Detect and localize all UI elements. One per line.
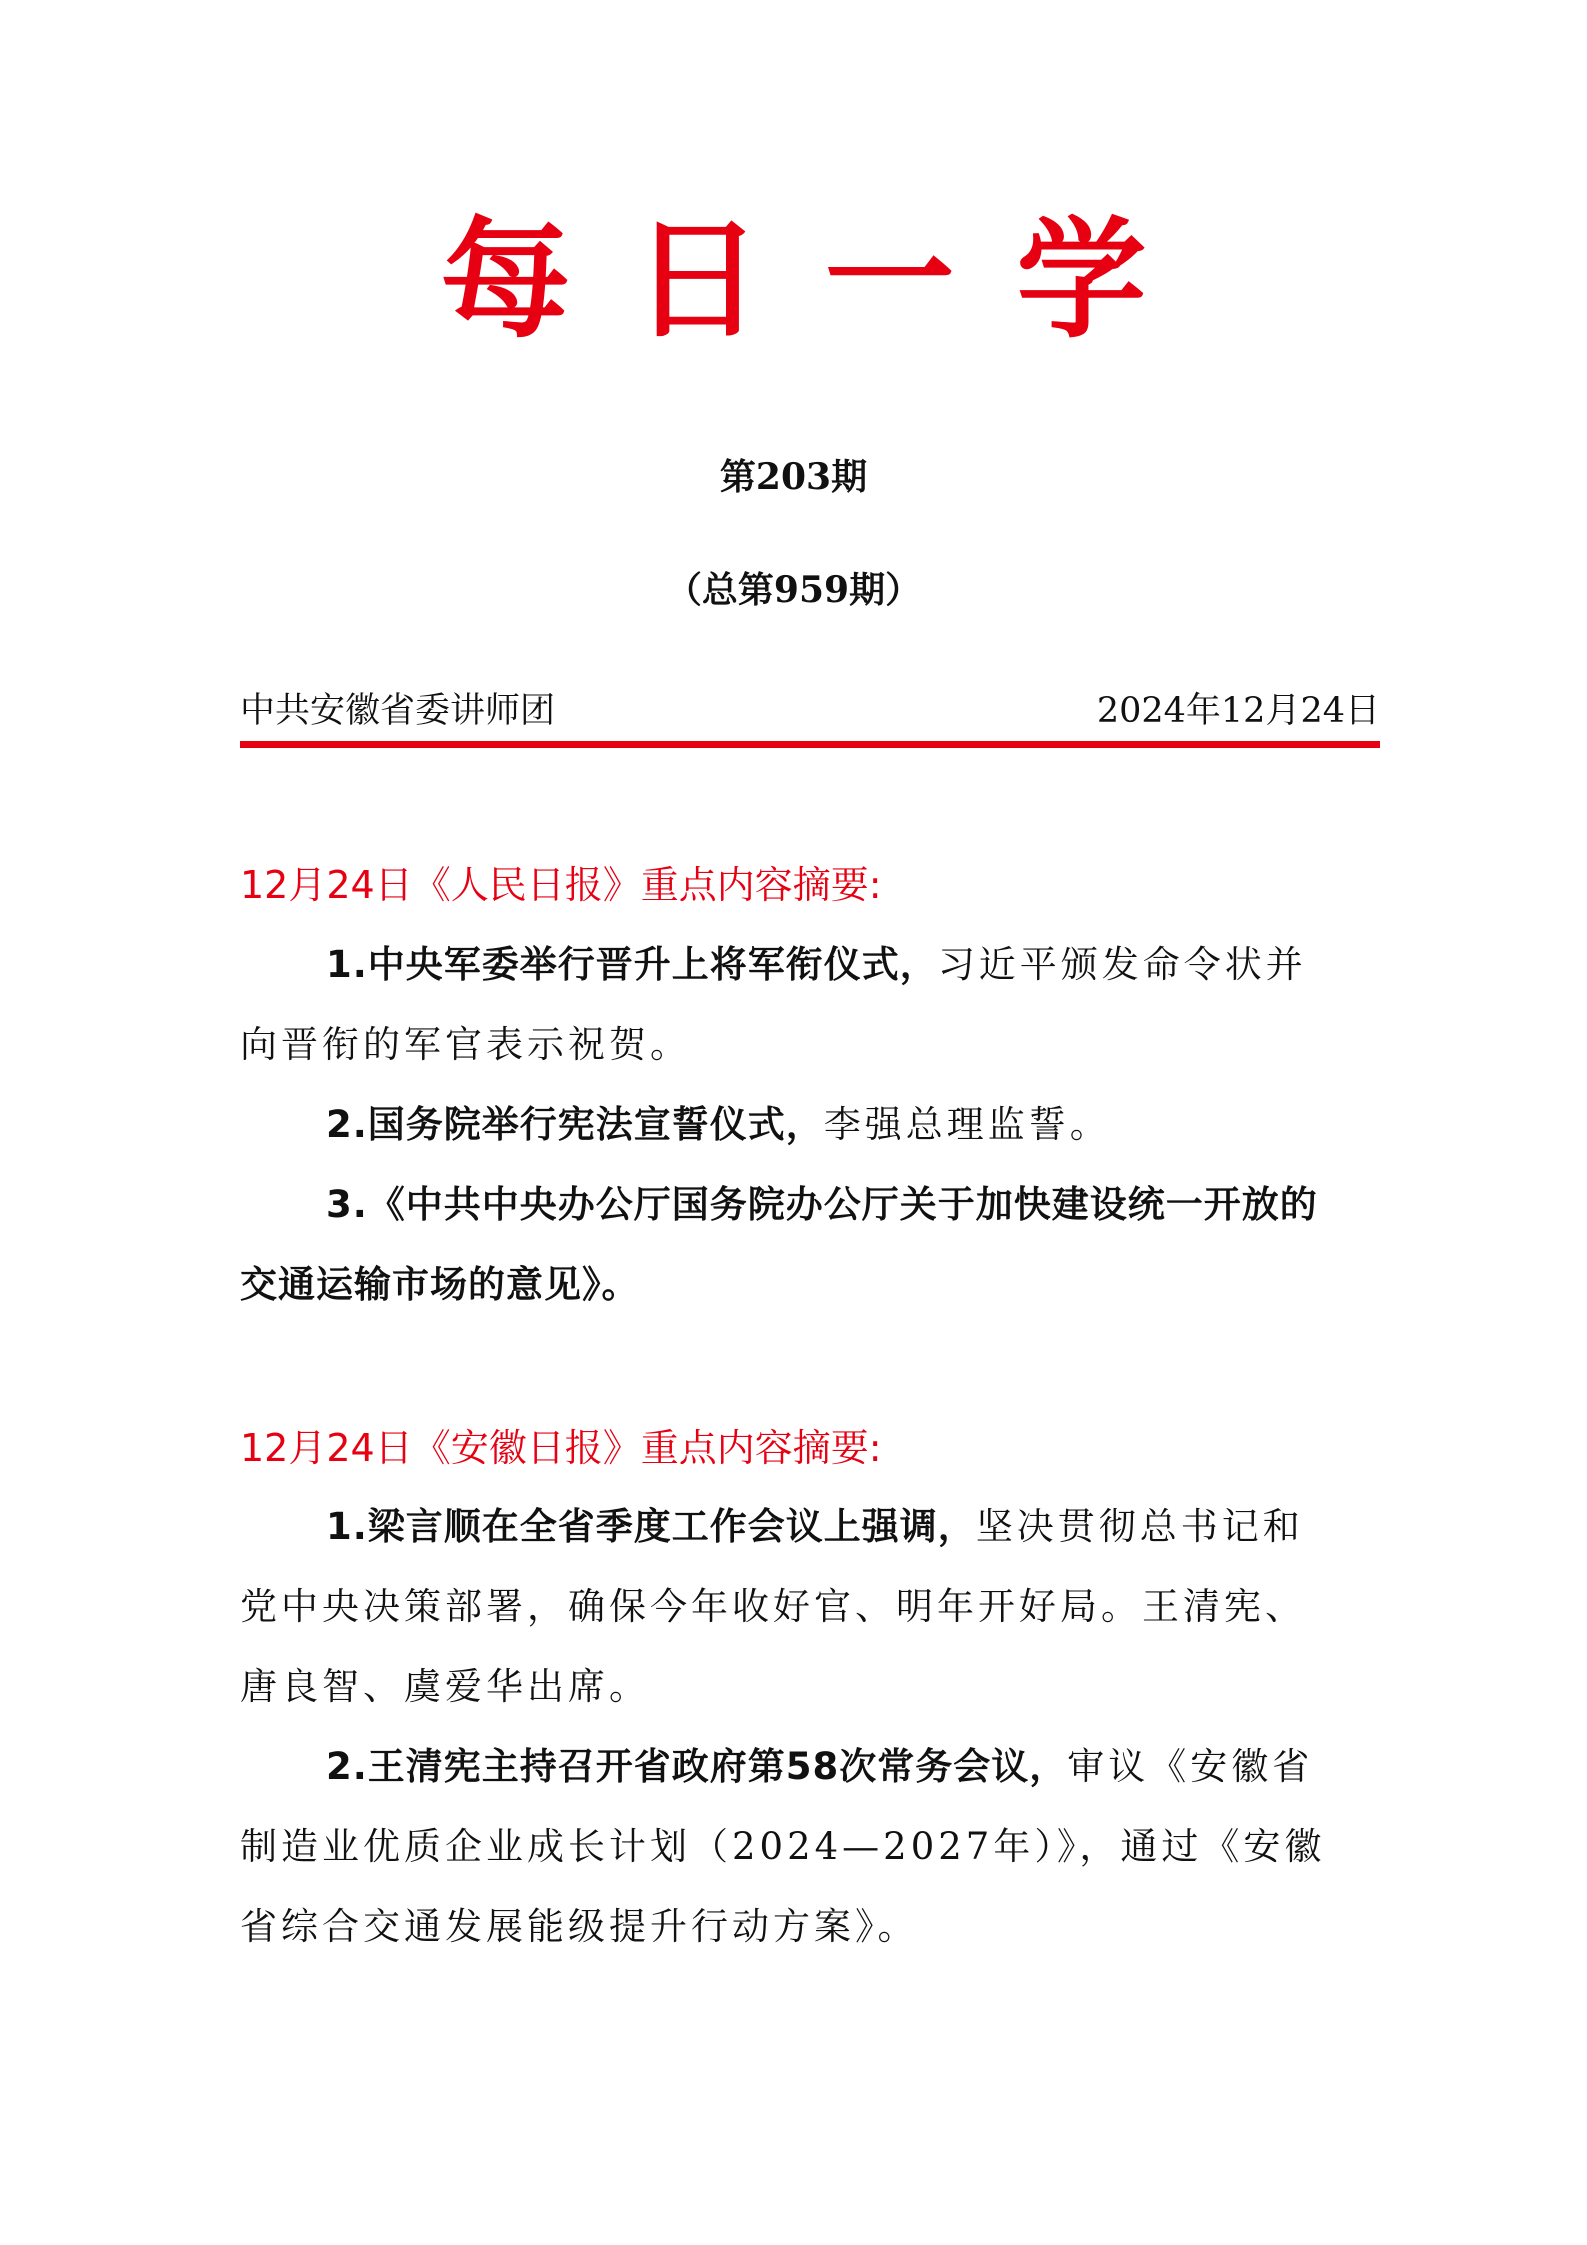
summary-item-lead: 3.《中共中央办公厅国务院办公厅关于加快建设统一开放的交通运输市场的意见》。: [240, 1183, 1318, 1306]
summary-item-lead: 1.梁言顺在全省季度工作会议上强调，: [326, 1505, 976, 1548]
summary-item-lead: 1.中央军委举行晋升上将军衔仪式，: [326, 943, 938, 986]
document-title: 每日一学: [440, 203, 1209, 356]
summary-item-body: 坚决贯彻总书记和党中央决策部署，确保今年收好官、明年开好局。王清宪、唐良智、虞爱华出席。: [240, 1505, 1306, 1708]
total-issue-number: （总第959期）: [665, 569, 922, 611]
issuer-name: 中共安徽省委讲师团: [240, 691, 556, 731]
section-title-peoples-daily: 12月24日《人民日报》重点内容摘要:: [240, 863, 882, 907]
summary-item-body: 习近平颁发命令状并向晋衔的军官表示祝贺。: [240, 943, 1307, 1066]
summary-item: [240, 925, 1340, 1085]
summary-item: [240, 1085, 1340, 1165]
summary-item: [240, 1727, 1340, 1967]
summary-item-lead: 2.王清宪主持召开省政府第58次常务会议，: [326, 1745, 1068, 1788]
summary-item-body: 李强总理监誓。: [823, 1103, 1111, 1146]
issue-number: 第203期: [719, 456, 868, 498]
red-divider: [240, 741, 1380, 748]
section-title-anhui-daily: 12月24日《安徽日报》重点内容摘要:: [240, 1426, 882, 1470]
summary-item: [240, 1165, 1340, 1325]
summary-item-lead: 2.国务院举行宪法宣誓仪式，: [326, 1103, 824, 1146]
summary-item-body: 审议《安徽省制造业优质企业成长计划（2024—2027年）》，通过《安徽省综合交通发展能级提升行动方案》。: [240, 1745, 1326, 1948]
publish-date: 2024年12月24日: [1096, 691, 1380, 731]
masthead-row: [240, 686, 1380, 736]
summary-item: [240, 1487, 1340, 1727]
